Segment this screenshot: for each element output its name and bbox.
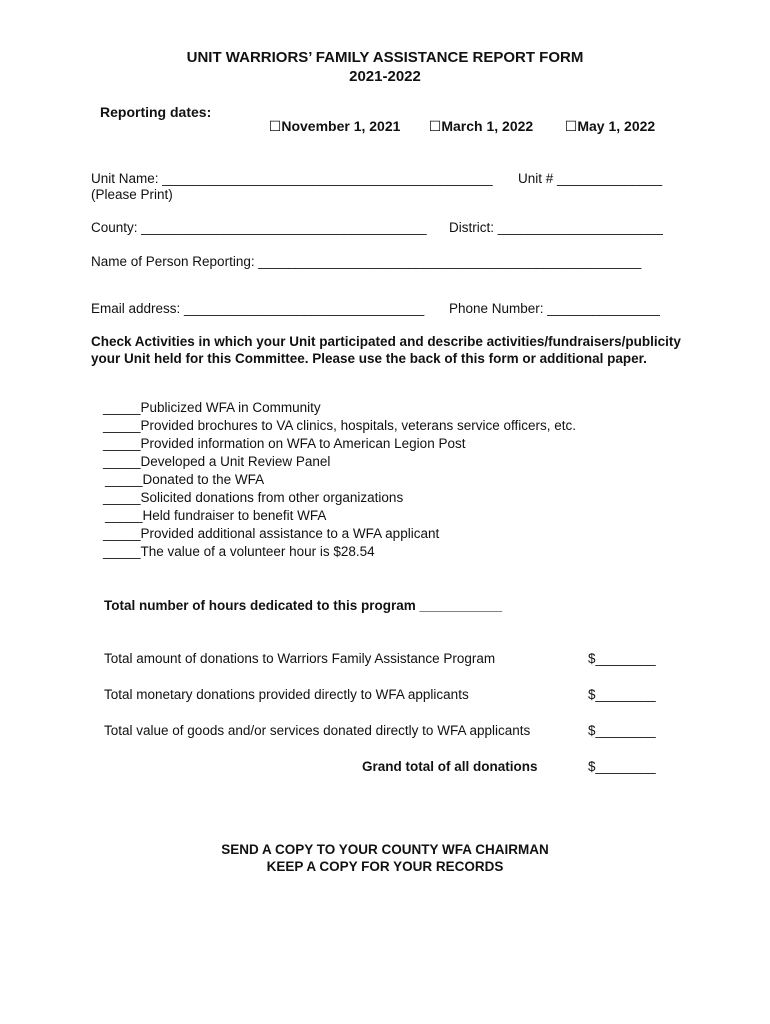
- grand-total-label: Grand total of all donations: [362, 759, 538, 774]
- activity-item[interactable]: _____Developed a Unit Review Panel: [103, 454, 331, 469]
- email-field[interactable]: Email address: ________________________________: [91, 301, 425, 316]
- monetary-donations-value[interactable]: $________: [588, 687, 656, 702]
- form-title: UNIT WARRIORS’ FAMILY ASSISTANCE REPORT FORM: [186, 49, 584, 66]
- checkbox-icon[interactable]: ☐: [268, 118, 282, 134]
- checkbox-icon[interactable]: ☐: [428, 118, 442, 134]
- unit-number-field[interactable]: Unit # ______________: [518, 171, 663, 186]
- reporting-dates-label: Reporting dates:: [100, 104, 212, 120]
- activity-item[interactable]: _____Provided brochures to VA clinics, hospitals, veterans service officers, etc.: [103, 418, 576, 433]
- please-print-note: (Please Print): [91, 187, 173, 202]
- reporting-option-label: March 1, 2022: [441, 118, 534, 134]
- phone-field[interactable]: Phone Number: _______________: [449, 301, 660, 316]
- activity-item[interactable]: _____Provided information on WFA to American Legion Post: [103, 436, 466, 451]
- activity-item[interactable]: _____Solicited donations from other organizations: [103, 490, 404, 505]
- total-donations-label: Total amount of donations to Warriors Family Assistance Program: [104, 651, 496, 666]
- reporting-option-november[interactable]: [261, 105, 400, 133]
- activity-item[interactable]: _____Held fundraiser to benefit WFA: [105, 508, 327, 523]
- checkbox-icon[interactable]: ☐: [564, 118, 578, 134]
- form-year: 2021-2022: [349, 68, 421, 85]
- unit-name-field[interactable]: Unit Name: ____________________________________________: [91, 171, 493, 186]
- district-field[interactable]: District: ______________________: [449, 220, 663, 235]
- activity-item[interactable]: _____Provided additional assistance to a WFA applicant: [103, 526, 440, 541]
- footer-keep-copy: KEEP A COPY FOR YOUR RECORDS: [266, 859, 504, 874]
- person-reporting-field[interactable]: Name of Person Reporting: ___________________________________________________: [91, 254, 642, 269]
- reporting-option-may[interactable]: [557, 105, 655, 133]
- footer-send-copy: SEND A COPY TO YOUR COUNTY WFA CHAIRMAN: [221, 842, 549, 857]
- activity-item[interactable]: _____The value of a volunteer hour is $28.54: [103, 544, 375, 559]
- reporting-option-march[interactable]: [421, 105, 533, 133]
- reporting-option-label: May 1, 2022: [577, 118, 656, 134]
- goods-services-label: Total value of goods and/or services donated directly to WFA applicants: [104, 723, 531, 738]
- total-donations-value[interactable]: $________: [588, 651, 656, 666]
- monetary-donations-label: Total monetary donations provided directly to WFA applicants: [104, 687, 469, 702]
- activity-item[interactable]: _____Publicized WFA in Community: [103, 400, 321, 415]
- reporting-option-label: November 1, 2021: [281, 118, 401, 134]
- activity-item[interactable]: _____Donated to the WFA: [105, 472, 265, 487]
- goods-services-value[interactable]: $________: [588, 723, 656, 738]
- county-field[interactable]: County: ______________________________________: [91, 220, 427, 235]
- instructions-paragraph: Check Activities in which your Unit participated and describe activities/fundraisers/publicity your Unit held for this Committee. Please use the back of this form or additional paper.: [91, 334, 681, 366]
- total-hours-field[interactable]: Total number of hours dedicated to this program ___________: [104, 598, 503, 613]
- grand-total-value[interactable]: $________: [588, 759, 656, 774]
